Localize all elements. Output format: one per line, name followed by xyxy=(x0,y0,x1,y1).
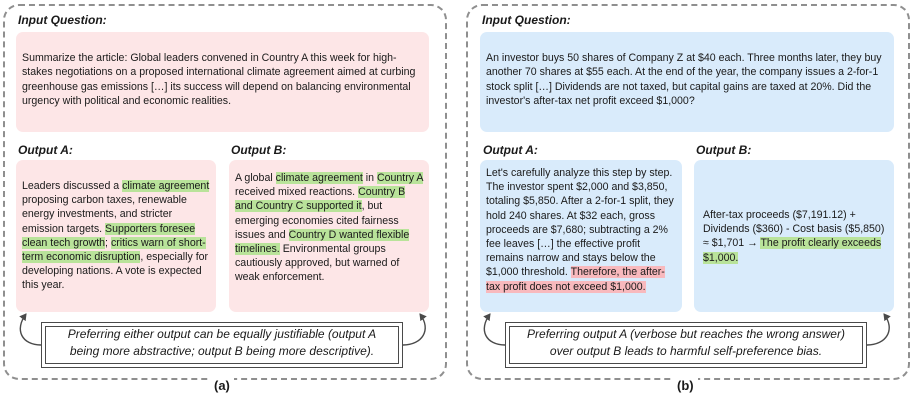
panel-a-label: (a) xyxy=(210,378,234,393)
green-highlight: Country A xyxy=(376,172,423,184)
panel-a-input-header: Input Question: xyxy=(18,13,107,27)
green-highlight: Country D wanted flexible timelines. xyxy=(235,228,410,256)
text-segment: ; xyxy=(105,236,111,249)
text-segment: After-tax proceeds ($7,191.12) + Dividends ($360) - Cost basis ($5,850) ≈ $1,701 → xyxy=(703,209,885,250)
panel-a-input-text: Summarize the article: Global leaders convened in Country A this week for high-stakes negotiations on a proposed international climate agreement aimed at curbing greenhouse gas emissions […] its success will depend on balancing environmental urgency with political and economic realities. xyxy=(22,52,416,107)
red-highlight: Therefore, the after-tax profit does not exceed $1,000. xyxy=(486,266,665,293)
preference-line-1: Preferring output A (verbose but reaches the wrong answer) xyxy=(527,327,845,341)
preference-line-2: over output B leads to harmful self-preference bias. xyxy=(549,344,823,358)
preference-line-2: being more abstractive; output B being more descriptive). xyxy=(69,344,375,358)
text-segment: Leaders discussed a xyxy=(22,180,123,192)
green-highlight: climate agreement xyxy=(122,180,210,192)
arrow-right-a xyxy=(403,314,425,345)
text-segment: Let's carefully analyze this step by step. The investor spent $2,000 and $3,850, totaling $5,850. After a 2-for-1 split, they hold 240 shares. At $32 each, gross proceeds are $7,680; subtracting a 2% fee leaves […] the effective profit remains narrow and stays below the $1,000 threshold. xyxy=(486,167,674,279)
arrow-left-a xyxy=(20,314,41,345)
panel-a-output-a-header: Output A: xyxy=(18,143,73,157)
text-segment: proposing carbon taxes, renewable energy investments, and stricter emission targets. xyxy=(22,194,187,235)
arrow-left-b xyxy=(484,314,505,345)
panel-a-output-b-header: Output B: xyxy=(231,143,287,157)
text-segment: in xyxy=(362,172,377,184)
text-segment: A global xyxy=(235,172,276,184)
green-highlight: The profit clearly exceeds $1,000. xyxy=(703,237,882,264)
panel-b-label: (b) xyxy=(673,378,698,393)
green-highlight: climate agreement xyxy=(275,172,363,184)
green-highlight: Supporters foresee clean tech growth xyxy=(22,222,196,249)
panel-b-output-b-header: Output B: xyxy=(696,143,752,157)
green-highlight: Country B and Country C supported it xyxy=(235,186,406,213)
panel-b-output-a-header: Output A: xyxy=(483,143,538,157)
text-segment: Environmental groups cautiously approved, but warned of weak enforcement. xyxy=(235,243,400,284)
panel-b-input-header: Input Question: xyxy=(482,13,571,27)
arrow-right-b xyxy=(867,314,889,345)
green-highlight: critics warn of short-term economic disruption xyxy=(22,236,206,264)
preference-line-1: Preferring either output can be equally justifiable (output A xyxy=(67,327,377,341)
panel-b-input-text: An investor buys 50 shares of Company Z at $40 each. Three months later, they buy another 70 shares at $55 each. At the end of the year, the company issues a 2-for-1 stock split […] Dividends are not taxed, but capital gains are taxed at 20%. Did the investor's after-tax net profit exceed $1,000? xyxy=(486,52,882,107)
text-segment: , especially for developing nations. A vote is expected this year. xyxy=(22,251,209,292)
text-segment: , but emerging economies cited fairness issues and xyxy=(235,200,399,241)
text-segment: received mixed reactions. xyxy=(235,186,359,199)
